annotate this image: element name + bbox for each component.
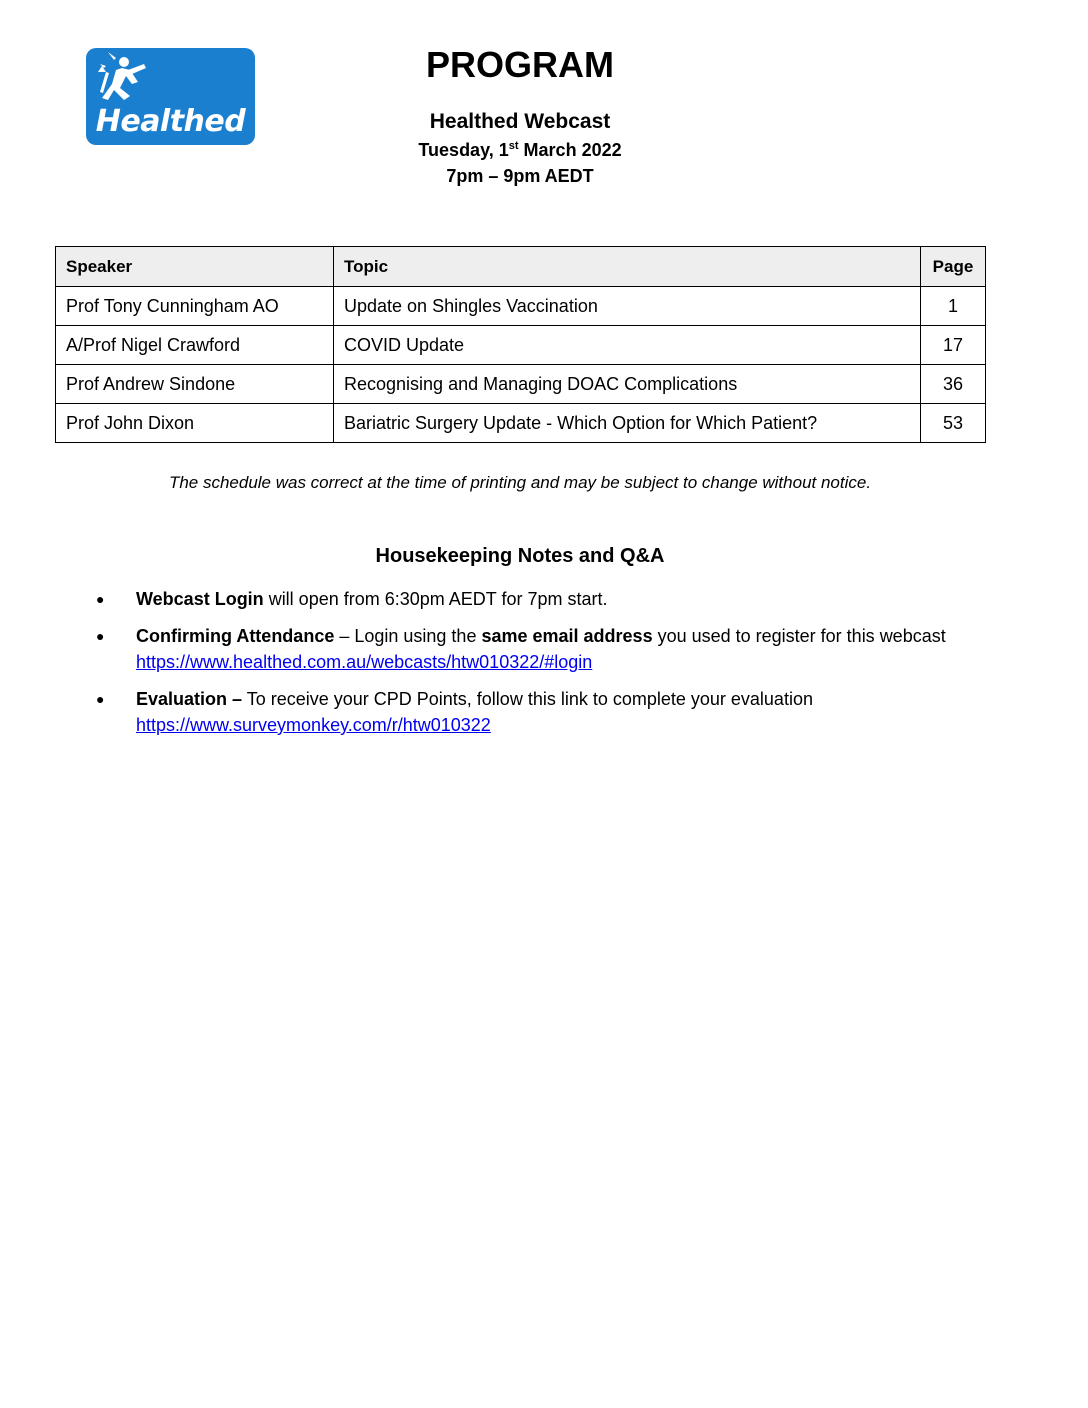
bullet-icon: ● [96,591,105,607]
topic-cell: Bariatric Surgery Update - Which Option for Which Patient? [334,404,921,443]
bullet-icon: ● [96,691,105,707]
header-speaker: Speaker [56,247,334,287]
event-date: Tuesday, 1st March 2022 [418,140,622,160]
speaker-cell: Prof Tony Cunningham AO [56,287,334,326]
table-row [56,365,986,404]
page-cell: 36 [921,365,986,404]
list-item: ● Webcast Login will open from 6:30pm AEDT for 7pm start. [96,586,976,612]
page-cell: 53 [921,404,986,443]
table-row [56,287,986,326]
page-cell: 17 [921,326,986,365]
list-item: ● Evaluation – To receive your CPD Points, follow this link to complete your evaluation https://www.surveymonkey.com/r/htw010322 [96,686,976,738]
table-header-row [56,247,986,287]
schedule-note: The schedule was correct at the time of printing and may be subject to change without notice. [168,473,872,492]
header-page: Page [921,247,986,287]
event-time: 7pm – 9pm AEDT [446,166,594,186]
evaluation-link[interactable]: https://www.surveymonkey.com/r/htw010322 [136,715,491,735]
logo-text: Healthed [95,104,246,139]
topic-cell: Update on Shingles Vaccination [334,287,921,326]
housekeeping-title: Housekeeping Notes and Q&A [375,545,665,567]
topic-cell: COVID Update [334,326,921,365]
page-title: PROGRAM [426,44,614,85]
speaker-cell: Prof Andrew Sindone [56,365,334,404]
page-cell: 1 [921,287,986,326]
program-table [55,246,986,443]
list-item: ● Confirming Attendance – Login using the same email address you used to register for this webcast https://www.healthed.com.au/webcasts/htw010322/#login [96,623,976,675]
table-row [56,404,986,443]
webcast-login-link[interactable]: https://www.healthed.com.au/webcasts/htw010322/#login [136,652,593,672]
speaker-cell: A/Prof Nigel Crawford [56,326,334,365]
header-topic: Topic [334,247,921,287]
bullet-icon: ● [96,628,105,644]
housekeeping-list [96,586,976,749]
table-row [56,326,986,365]
topic-cell: Recognising and Managing DOAC Complications [334,365,921,404]
event-name: Healthed Webcast [429,110,611,133]
speaker-cell: Prof John Dixon [56,404,334,443]
